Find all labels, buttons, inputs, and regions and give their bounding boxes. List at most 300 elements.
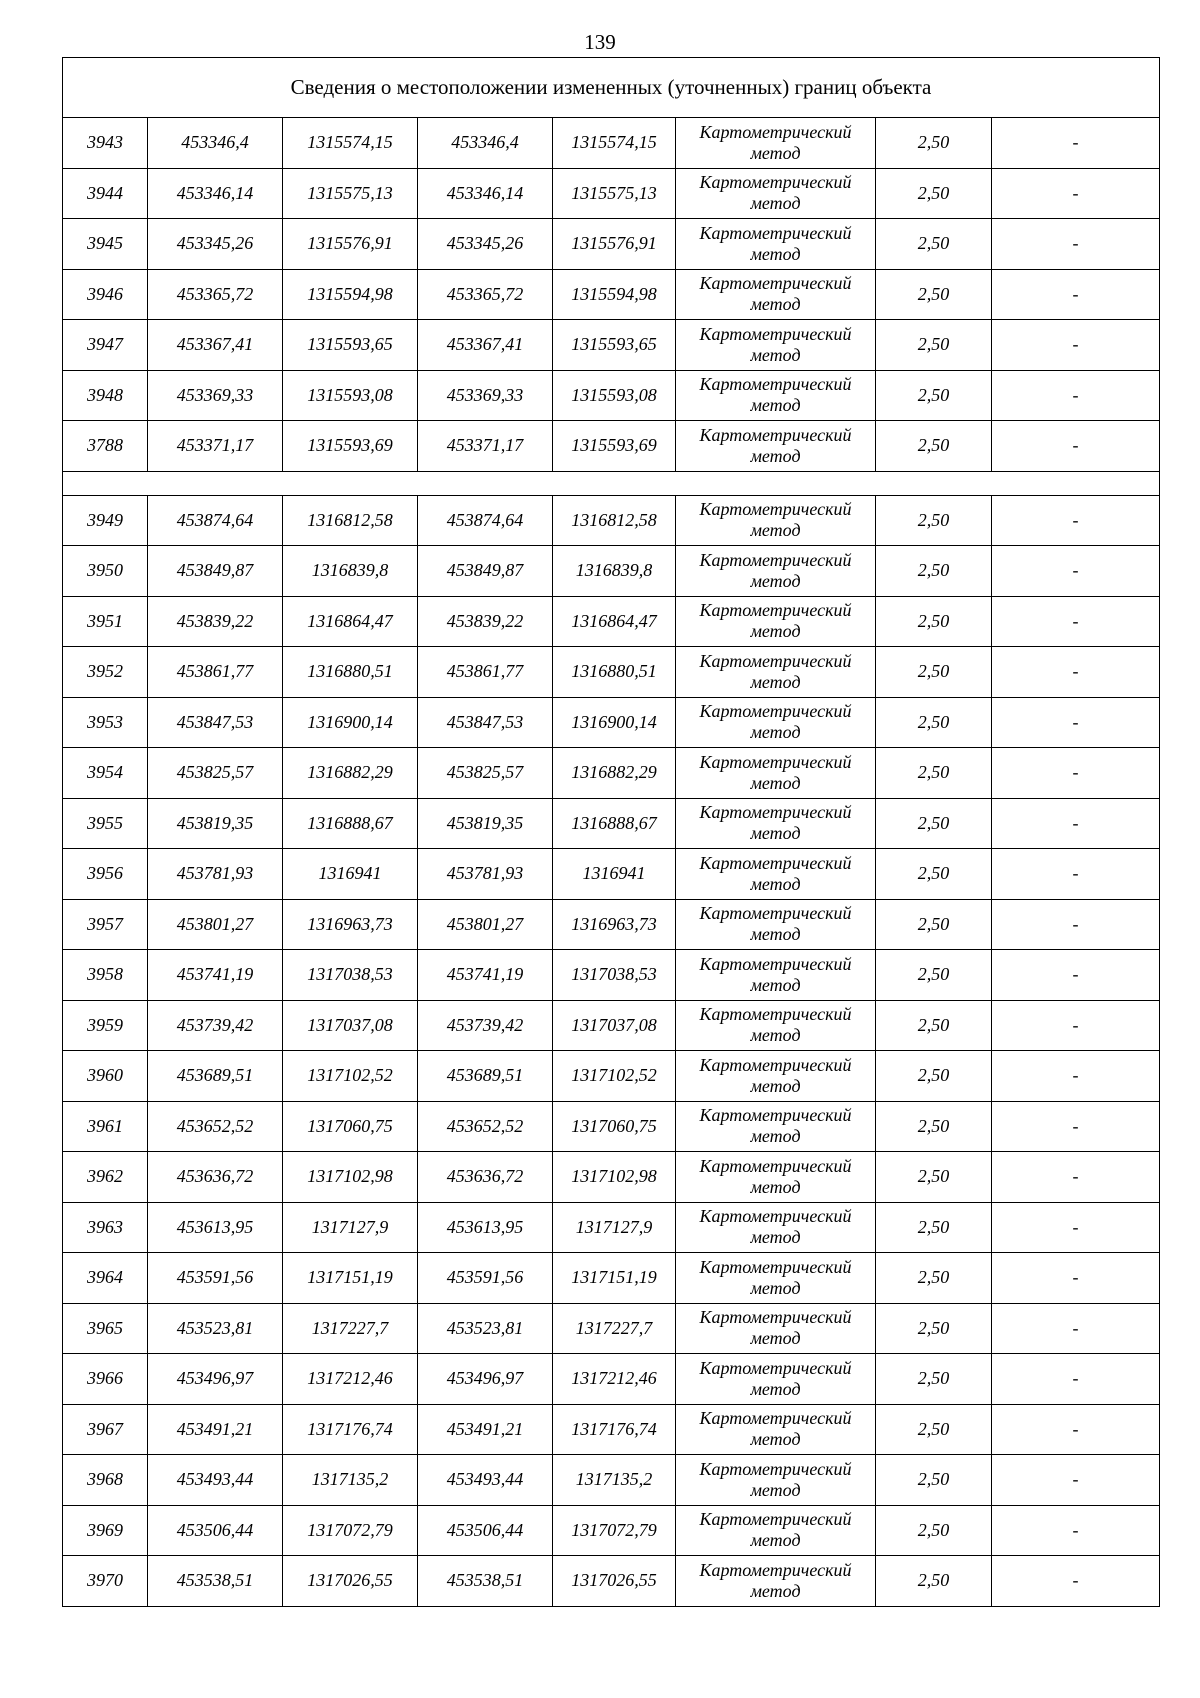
method-text: Картометрический xyxy=(699,1256,852,1277)
point-description-cell: - xyxy=(992,495,1160,546)
table-row xyxy=(63,1101,1160,1152)
point-description-cell: - xyxy=(992,748,1160,799)
point-description-cell: - xyxy=(992,950,1160,1001)
existing-y-cell: 1315593,65 xyxy=(283,320,418,371)
existing-x-cell: 453496,97 xyxy=(148,1354,283,1405)
existing-y-cell: 1315576,91 xyxy=(283,219,418,270)
existing-y-cell: 1315575,13 xyxy=(283,168,418,219)
point-description-cell: - xyxy=(992,269,1160,320)
point-description-cell: - xyxy=(992,1556,1160,1607)
refined-x-cell: 453491,21 xyxy=(418,1404,553,1455)
table-row xyxy=(63,495,1160,546)
table-row xyxy=(63,1354,1160,1405)
method-text: метод xyxy=(750,873,801,894)
point-number-cell: 3957 xyxy=(63,899,148,950)
accuracy-cell: 2,50 xyxy=(876,596,992,647)
point-number-cell: 3943 xyxy=(63,118,148,169)
table-caption-row xyxy=(63,58,1160,118)
refined-y-cell: 1317212,46 xyxy=(553,1354,676,1405)
point-number-cell: 3944 xyxy=(63,168,148,219)
method-text: Картометрический xyxy=(699,701,852,722)
point-description-cell: - xyxy=(992,118,1160,169)
determination-method-cell xyxy=(676,168,876,219)
refined-x-cell: 453538,51 xyxy=(418,1556,553,1607)
method-text: Картометрический xyxy=(699,1509,852,1530)
existing-x-cell: 453741,19 xyxy=(148,950,283,1001)
accuracy-cell: 2,50 xyxy=(876,1556,992,1607)
refined-y-cell: 1315575,13 xyxy=(553,168,676,219)
determination-method-cell xyxy=(676,798,876,849)
method-text: метод xyxy=(750,621,801,642)
existing-y-cell: 1316963,73 xyxy=(283,899,418,950)
refined-x-cell: 453346,4 xyxy=(418,118,553,169)
table-row xyxy=(63,1202,1160,1253)
existing-x-cell: 453861,77 xyxy=(148,647,283,698)
existing-y-cell: 1316900,14 xyxy=(283,697,418,748)
determination-method-cell xyxy=(676,1051,876,1102)
method-text: метод xyxy=(750,823,801,844)
refined-y-cell: 1316812,58 xyxy=(553,495,676,546)
point-number-cell: 3950 xyxy=(63,546,148,597)
table-row xyxy=(63,320,1160,371)
group-separator-cell xyxy=(63,471,1160,495)
refined-y-cell: 1315593,08 xyxy=(553,370,676,421)
table-row xyxy=(63,1152,1160,1203)
table-row xyxy=(63,219,1160,270)
existing-x-cell: 453523,81 xyxy=(148,1303,283,1354)
method-text: Картометрический xyxy=(699,1206,852,1227)
accuracy-cell: 2,50 xyxy=(876,697,992,748)
accuracy-cell: 2,50 xyxy=(876,269,992,320)
refined-y-cell: 1316839,8 xyxy=(553,546,676,597)
refined-y-cell: 1317072,79 xyxy=(553,1505,676,1556)
refined-x-cell: 453613,95 xyxy=(418,1202,553,1253)
table-row xyxy=(63,1455,1160,1506)
refined-x-cell: 453861,77 xyxy=(418,647,553,698)
existing-y-cell: 1317176,74 xyxy=(283,1404,418,1455)
existing-x-cell: 453369,33 xyxy=(148,370,283,421)
refined-x-cell: 453847,53 xyxy=(418,697,553,748)
existing-y-cell: 1316880,51 xyxy=(283,647,418,698)
determination-method-cell xyxy=(676,849,876,900)
existing-y-cell: 1315593,08 xyxy=(283,370,418,421)
refined-x-cell: 453652,52 xyxy=(418,1101,553,1152)
determination-method-cell xyxy=(676,1101,876,1152)
accuracy-cell: 2,50 xyxy=(876,118,992,169)
point-number-cell: 3947 xyxy=(63,320,148,371)
determination-method-cell xyxy=(676,320,876,371)
method-text: метод xyxy=(750,1530,801,1551)
point-description-cell: - xyxy=(992,168,1160,219)
accuracy-cell: 2,50 xyxy=(876,219,992,270)
accuracy-cell: 2,50 xyxy=(876,1354,992,1405)
existing-y-cell: 1317102,98 xyxy=(283,1152,418,1203)
refined-x-cell: 453819,35 xyxy=(418,798,553,849)
point-number-cell: 3953 xyxy=(63,697,148,748)
existing-y-cell: 1316839,8 xyxy=(283,546,418,597)
table-row xyxy=(63,1051,1160,1102)
point-description-cell: - xyxy=(992,320,1160,371)
determination-method-cell xyxy=(676,1202,876,1253)
method-text: Картометрический xyxy=(699,323,852,344)
method-text: метод xyxy=(750,395,801,416)
point-description-cell: - xyxy=(992,1101,1160,1152)
method-text: метод xyxy=(750,671,801,692)
refined-y-cell: 1317102,52 xyxy=(553,1051,676,1102)
existing-x-cell: 453346,4 xyxy=(148,118,283,169)
boundary-coordinates-table xyxy=(62,57,1160,1607)
existing-x-cell: 453874,64 xyxy=(148,495,283,546)
refined-y-cell: 1317227,7 xyxy=(553,1303,676,1354)
method-text: Картометрический xyxy=(699,1155,852,1176)
refined-y-cell: 1317127,9 xyxy=(553,1202,676,1253)
point-number-cell: 3964 xyxy=(63,1253,148,1304)
existing-x-cell: 453491,21 xyxy=(148,1404,283,1455)
existing-x-cell: 453506,44 xyxy=(148,1505,283,1556)
refined-x-cell: 453739,42 xyxy=(418,1000,553,1051)
method-text: Картометрический xyxy=(699,650,852,671)
existing-x-cell: 453801,27 xyxy=(148,899,283,950)
method-text: Картометрический xyxy=(699,1105,852,1126)
existing-y-cell: 1316882,29 xyxy=(283,748,418,799)
point-description-cell: - xyxy=(992,647,1160,698)
table-row xyxy=(63,118,1160,169)
refined-x-cell: 453825,57 xyxy=(418,748,553,799)
determination-method-cell xyxy=(676,1505,876,1556)
method-text: Картометрический xyxy=(699,1559,852,1580)
method-text: метод xyxy=(750,1479,801,1500)
point-number-cell: 3956 xyxy=(63,849,148,900)
point-description-cell: - xyxy=(992,219,1160,270)
point-number-cell: 3969 xyxy=(63,1505,148,1556)
table-caption: Сведения о местоположении измененных (уточненных) границ объекта xyxy=(63,58,1160,118)
existing-y-cell: 1317151,19 xyxy=(283,1253,418,1304)
method-text: Картометрический xyxy=(699,1408,852,1429)
existing-y-cell: 1317135,2 xyxy=(283,1455,418,1506)
refined-x-cell: 453523,81 xyxy=(418,1303,553,1354)
existing-x-cell: 453825,57 xyxy=(148,748,283,799)
determination-method-cell xyxy=(676,1303,876,1354)
point-description-cell: - xyxy=(992,849,1160,900)
refined-x-cell: 453369,33 xyxy=(418,370,553,421)
accuracy-cell: 2,50 xyxy=(876,421,992,472)
refined-y-cell: 1317060,75 xyxy=(553,1101,676,1152)
method-text: метод xyxy=(750,722,801,743)
method-text: метод xyxy=(750,344,801,365)
existing-y-cell: 1317227,7 xyxy=(283,1303,418,1354)
table-row xyxy=(63,798,1160,849)
refined-y-cell: 1317176,74 xyxy=(553,1404,676,1455)
determination-method-cell xyxy=(676,219,876,270)
point-number-cell: 3967 xyxy=(63,1404,148,1455)
method-text: метод xyxy=(750,1025,801,1046)
refined-y-cell: 1316963,73 xyxy=(553,899,676,950)
accuracy-cell: 2,50 xyxy=(876,320,992,371)
group-separator-row xyxy=(63,471,1160,495)
point-description-cell: - xyxy=(992,421,1160,472)
existing-y-cell: 1316812,58 xyxy=(283,495,418,546)
point-description-cell: - xyxy=(992,1051,1160,1102)
accuracy-cell: 2,50 xyxy=(876,1455,992,1506)
existing-x-cell: 453781,93 xyxy=(148,849,283,900)
refined-x-cell: 453591,56 xyxy=(418,1253,553,1304)
existing-x-cell: 453345,26 xyxy=(148,219,283,270)
refined-x-cell: 453496,97 xyxy=(418,1354,553,1405)
existing-y-cell: 1317072,79 xyxy=(283,1505,418,1556)
existing-x-cell: 453367,41 xyxy=(148,320,283,371)
method-text: Картометрический xyxy=(699,1307,852,1328)
method-text: метод xyxy=(750,1378,801,1399)
point-number-cell: 3963 xyxy=(63,1202,148,1253)
existing-y-cell: 1317060,75 xyxy=(283,1101,418,1152)
table-row xyxy=(63,647,1160,698)
accuracy-cell: 2,50 xyxy=(876,370,992,421)
table-row xyxy=(63,748,1160,799)
accuracy-cell: 2,50 xyxy=(876,1101,992,1152)
table-body xyxy=(63,58,1160,1607)
existing-x-cell: 453371,17 xyxy=(148,421,283,472)
page-number: 139 xyxy=(584,30,616,54)
method-text: метод xyxy=(750,445,801,466)
existing-y-cell: 1317038,53 xyxy=(283,950,418,1001)
point-number-cell: 3788 xyxy=(63,421,148,472)
determination-method-cell xyxy=(676,370,876,421)
method-text: Картометрический xyxy=(699,903,852,924)
determination-method-cell xyxy=(676,1404,876,1455)
method-text: метод xyxy=(750,772,801,793)
point-number-cell: 3958 xyxy=(63,950,148,1001)
table-row xyxy=(63,849,1160,900)
refined-y-cell: 1317151,19 xyxy=(553,1253,676,1304)
point-description-cell: - xyxy=(992,1354,1160,1405)
existing-y-cell: 1315574,15 xyxy=(283,118,418,169)
method-text: метод xyxy=(750,1126,801,1147)
method-text: Картометрический xyxy=(699,1004,852,1025)
method-text: метод xyxy=(750,1075,801,1096)
point-description-cell: - xyxy=(992,798,1160,849)
existing-y-cell: 1315593,69 xyxy=(283,421,418,472)
method-text: Картометрический xyxy=(699,751,852,772)
determination-method-cell xyxy=(676,748,876,799)
refined-x-cell: 453636,72 xyxy=(418,1152,553,1203)
point-number-cell: 3970 xyxy=(63,1556,148,1607)
accuracy-cell: 2,50 xyxy=(876,899,992,950)
existing-y-cell: 1317102,52 xyxy=(283,1051,418,1102)
point-description-cell: - xyxy=(992,1303,1160,1354)
determination-method-cell xyxy=(676,421,876,472)
point-description-cell: - xyxy=(992,1404,1160,1455)
table-row xyxy=(63,1253,1160,1304)
table-row xyxy=(63,546,1160,597)
point-number-cell: 3948 xyxy=(63,370,148,421)
point-description-cell: - xyxy=(992,370,1160,421)
method-text: Картометрический xyxy=(699,374,852,395)
refined-y-cell: 1315593,65 xyxy=(553,320,676,371)
existing-x-cell: 453591,56 xyxy=(148,1253,283,1304)
existing-x-cell: 453819,35 xyxy=(148,798,283,849)
point-number-cell: 3965 xyxy=(63,1303,148,1354)
determination-method-cell xyxy=(676,1152,876,1203)
refined-y-cell: 1315593,69 xyxy=(553,421,676,472)
point-number-cell: 3946 xyxy=(63,269,148,320)
existing-x-cell: 453849,87 xyxy=(148,546,283,597)
refined-y-cell: 1315574,15 xyxy=(553,118,676,169)
accuracy-cell: 2,50 xyxy=(876,495,992,546)
existing-x-cell: 453689,51 xyxy=(148,1051,283,1102)
existing-y-cell: 1316888,67 xyxy=(283,798,418,849)
determination-method-cell xyxy=(676,1253,876,1304)
existing-y-cell: 1317127,9 xyxy=(283,1202,418,1253)
method-text: метод xyxy=(750,1580,801,1601)
table-row xyxy=(63,1505,1160,1556)
accuracy-cell: 2,50 xyxy=(876,1404,992,1455)
existing-y-cell: 1316941 xyxy=(283,849,418,900)
point-number-cell: 3966 xyxy=(63,1354,148,1405)
refined-y-cell: 1317026,55 xyxy=(553,1556,676,1607)
point-description-cell: - xyxy=(992,899,1160,950)
point-number-cell: 3959 xyxy=(63,1000,148,1051)
determination-method-cell xyxy=(676,495,876,546)
existing-x-cell: 453613,95 xyxy=(148,1202,283,1253)
method-text: Картометрический xyxy=(699,121,852,142)
table-row xyxy=(63,1000,1160,1051)
determination-method-cell xyxy=(676,596,876,647)
accuracy-cell: 2,50 xyxy=(876,647,992,698)
refined-y-cell: 1316880,51 xyxy=(553,647,676,698)
table-row xyxy=(63,1303,1160,1354)
table-row xyxy=(63,168,1160,219)
existing-x-cell: 453739,42 xyxy=(148,1000,283,1051)
existing-y-cell: 1316864,47 xyxy=(283,596,418,647)
point-description-cell: - xyxy=(992,1455,1160,1506)
refined-x-cell: 453367,41 xyxy=(418,320,553,371)
method-text: Картометрический xyxy=(699,424,852,445)
point-description-cell: - xyxy=(992,1152,1160,1203)
accuracy-cell: 2,50 xyxy=(876,1505,992,1556)
table-row xyxy=(63,899,1160,950)
refined-x-cell: 453801,27 xyxy=(418,899,553,950)
accuracy-cell: 2,50 xyxy=(876,1000,992,1051)
point-number-cell: 3951 xyxy=(63,596,148,647)
accuracy-cell: 2,50 xyxy=(876,1152,992,1203)
existing-y-cell: 1317212,46 xyxy=(283,1354,418,1405)
existing-x-cell: 453652,52 xyxy=(148,1101,283,1152)
refined-x-cell: 453689,51 xyxy=(418,1051,553,1102)
determination-method-cell xyxy=(676,950,876,1001)
determination-method-cell xyxy=(676,899,876,950)
accuracy-cell: 2,50 xyxy=(876,168,992,219)
accuracy-cell: 2,50 xyxy=(876,1303,992,1354)
determination-method-cell xyxy=(676,1556,876,1607)
accuracy-cell: 2,50 xyxy=(876,1253,992,1304)
determination-method-cell xyxy=(676,546,876,597)
point-description-cell: - xyxy=(992,1253,1160,1304)
refined-y-cell: 1315594,98 xyxy=(553,269,676,320)
refined-y-cell: 1315576,91 xyxy=(553,219,676,270)
method-text: метод xyxy=(750,1277,801,1298)
method-text: метод xyxy=(750,243,801,264)
method-text: метод xyxy=(750,294,801,315)
point-number-cell: 3968 xyxy=(63,1455,148,1506)
method-text: Картометрический xyxy=(699,953,852,974)
accuracy-cell: 2,50 xyxy=(876,849,992,900)
determination-method-cell xyxy=(676,1455,876,1506)
table-row xyxy=(63,1404,1160,1455)
point-number-cell: 3960 xyxy=(63,1051,148,1102)
existing-y-cell: 1317037,08 xyxy=(283,1000,418,1051)
refined-x-cell: 453345,26 xyxy=(418,219,553,270)
method-text: Картометрический xyxy=(699,852,852,873)
refined-y-cell: 1316864,47 xyxy=(553,596,676,647)
determination-method-cell xyxy=(676,697,876,748)
table-row xyxy=(63,421,1160,472)
refined-x-cell: 453493,44 xyxy=(418,1455,553,1506)
method-text: метод xyxy=(750,974,801,995)
refined-y-cell: 1317038,53 xyxy=(553,950,676,1001)
method-text: метод xyxy=(750,1429,801,1450)
refined-y-cell: 1316888,67 xyxy=(553,798,676,849)
point-description-cell: - xyxy=(992,697,1160,748)
determination-method-cell xyxy=(676,118,876,169)
method-text: Картометрический xyxy=(699,1458,852,1479)
refined-x-cell: 453346,14 xyxy=(418,168,553,219)
existing-y-cell: 1315594,98 xyxy=(283,269,418,320)
table-row xyxy=(63,1556,1160,1607)
method-text: Картометрический xyxy=(699,802,852,823)
refined-x-cell: 453506,44 xyxy=(418,1505,553,1556)
method-text: Картометрический xyxy=(699,1357,852,1378)
point-number-cell: 3954 xyxy=(63,748,148,799)
refined-y-cell: 1317037,08 xyxy=(553,1000,676,1051)
point-description-cell: - xyxy=(992,1202,1160,1253)
refined-x-cell: 453839,22 xyxy=(418,596,553,647)
method-text: метод xyxy=(750,193,801,214)
determination-method-cell xyxy=(676,1354,876,1405)
existing-x-cell: 453847,53 xyxy=(148,697,283,748)
existing-x-cell: 453538,51 xyxy=(148,1556,283,1607)
determination-method-cell xyxy=(676,269,876,320)
method-text: Картометрический xyxy=(699,1054,852,1075)
method-text: Картометрический xyxy=(699,600,852,621)
existing-y-cell: 1317026,55 xyxy=(283,1556,418,1607)
accuracy-cell: 2,50 xyxy=(876,748,992,799)
point-number-cell: 3962 xyxy=(63,1152,148,1203)
refined-x-cell: 453371,17 xyxy=(418,421,553,472)
table-row xyxy=(63,697,1160,748)
point-description-cell: - xyxy=(992,546,1160,597)
method-text: Картометрический xyxy=(699,499,852,520)
method-text: метод xyxy=(750,142,801,163)
method-text: метод xyxy=(750,1227,801,1248)
point-description-cell: - xyxy=(992,596,1160,647)
table-row xyxy=(63,370,1160,421)
method-text: метод xyxy=(750,1176,801,1197)
accuracy-cell: 2,50 xyxy=(876,1202,992,1253)
refined-x-cell: 453741,19 xyxy=(418,950,553,1001)
method-text: Картометрический xyxy=(699,549,852,570)
refined-y-cell: 1317102,98 xyxy=(553,1152,676,1203)
existing-x-cell: 453365,72 xyxy=(148,269,283,320)
accuracy-cell: 2,50 xyxy=(876,798,992,849)
method-text: метод xyxy=(750,924,801,945)
accuracy-cell: 2,50 xyxy=(876,546,992,597)
method-text: метод xyxy=(750,520,801,541)
refined-x-cell: 453874,64 xyxy=(418,495,553,546)
method-text: метод xyxy=(750,1328,801,1349)
refined-y-cell: 1317135,2 xyxy=(553,1455,676,1506)
existing-x-cell: 453636,72 xyxy=(148,1152,283,1203)
accuracy-cell: 2,50 xyxy=(876,1051,992,1102)
